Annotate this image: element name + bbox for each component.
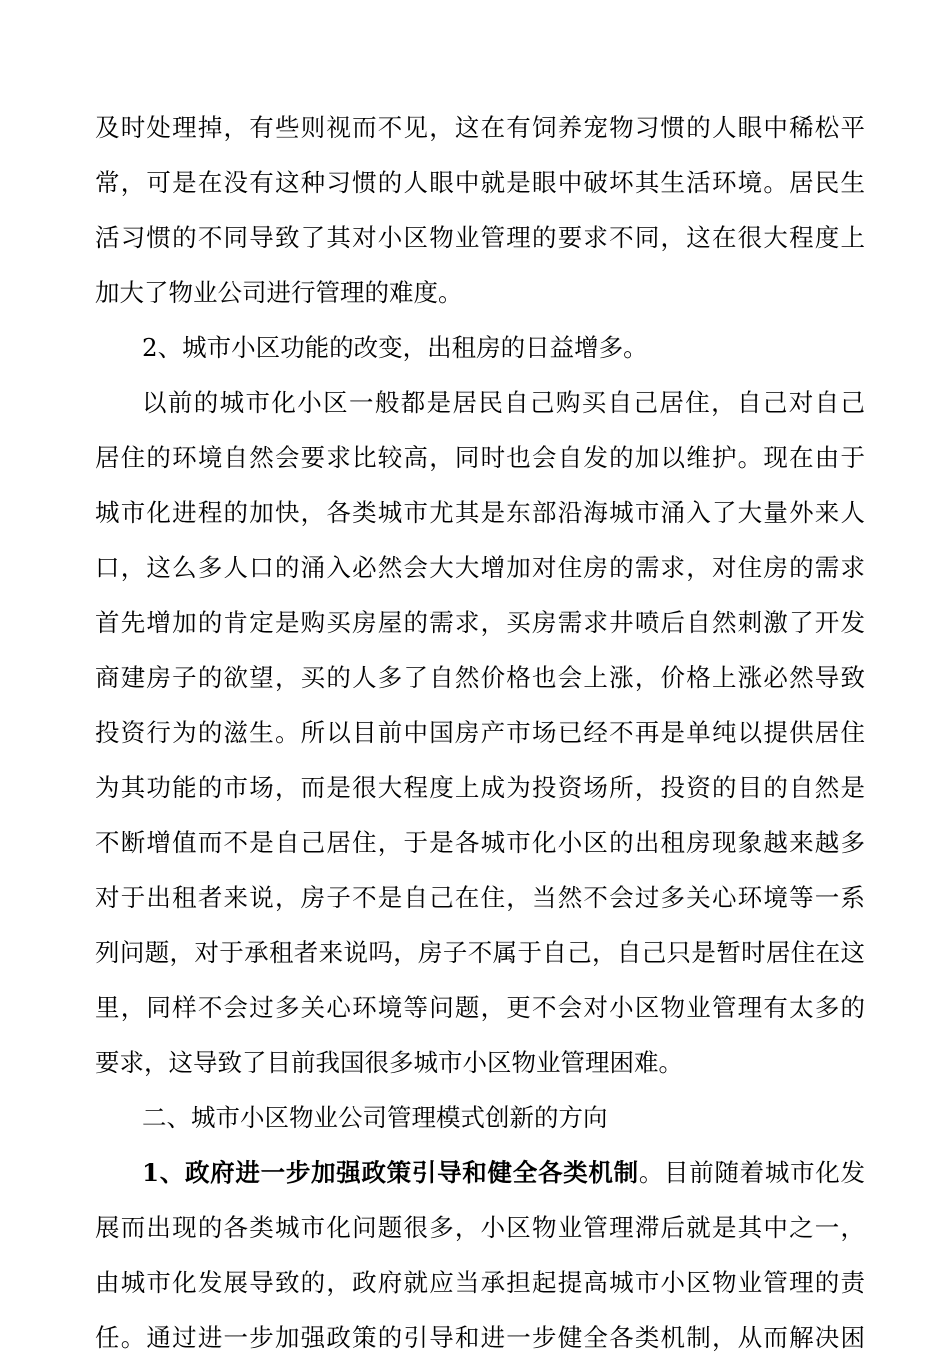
text-line: 及时处理掉，有些则视而不见，这在有饲养宠物习惯的人眼中稀松平 xyxy=(95,113,865,142)
document-page xyxy=(95,100,865,1365)
section-heading: 二、城市小区物业公司管理模式创新的方向 xyxy=(142,1103,608,1132)
bold-lead-text: 1、政府进一步加强政策引导和健全各类机制 xyxy=(142,1158,639,1187)
text-line: 展而出现的各类城市化问题很多，小区物业管理滞后就是其中之一， xyxy=(95,1213,865,1242)
text-line: 常，可是在没有这种习惯的人眼中就是眼中破坏其生活环境。居民生 xyxy=(95,168,865,197)
text-line: 对于出租者来说，房子不是自己在住，当然不会过多关心环境等一系 xyxy=(95,883,865,912)
text-line: 商建房子的欲望，买的人多了自然价格也会上涨，价格上涨必然导致 xyxy=(95,663,865,692)
text-line: 以前的城市化小区一般都是居民自己购买自己居住，自己对自己 xyxy=(142,388,865,417)
text-line: 城市化进程的加快，各类城市尤其是东部沿海城市涌入了大量外来人 xyxy=(95,498,865,527)
text-line: 要求，这导致了目前我国很多城市小区物业管理困难。 xyxy=(95,1048,683,1077)
text-line: 居住的环境自然会要求比较高，同时也会自发的加以维护。现在由于 xyxy=(95,443,865,472)
text-line: 里，同样不会过多关心环境等问题，更不会对小区物业管理有太多的 xyxy=(95,993,865,1022)
text-line: 加大了物业公司进行管理的难度。 xyxy=(95,278,463,307)
text-line: 口，这么多人口的涌入必然会大大增加对住房的需求，对住房的需求 xyxy=(95,553,865,582)
text-line: 不断增值而不是自己居住，于是各城市化小区的出租房现象越来越多 xyxy=(95,828,865,857)
text-line: 首先增加的肯定是购买房屋的需求，买房需求井喷后自然刺激了开发 xyxy=(95,608,865,637)
text-line: 由城市化发展导致的，政府就应当承担起提高城市小区物业管理的责 xyxy=(95,1268,865,1297)
text-line: 活习惯的不同导致了其对小区物业管理的要求不同，这在很大程度上 xyxy=(95,223,865,252)
paragraph-first-line xyxy=(95,1145,865,1200)
text-line: 任。通过进一步加强政策的引导和进一步健全各类机制，从而解决困 xyxy=(95,1323,865,1352)
text-line-rest: 。目前随着城市化发 xyxy=(638,1158,865,1187)
text-line: 列问题，对于承租者来说吗，房子不属于自己，自己只是暂时居住在这 xyxy=(95,938,865,967)
text-line: 投资行为的滋生。所以目前中国房产市场已经不再是单纯以提供居住 xyxy=(95,718,865,747)
section-subheading: 2、城市小区功能的改变，出租房的日益增多。 xyxy=(142,333,648,362)
text-line: 为其功能的市场，而是很大程度上成为投资场所，投资的目的自然是 xyxy=(95,773,865,802)
